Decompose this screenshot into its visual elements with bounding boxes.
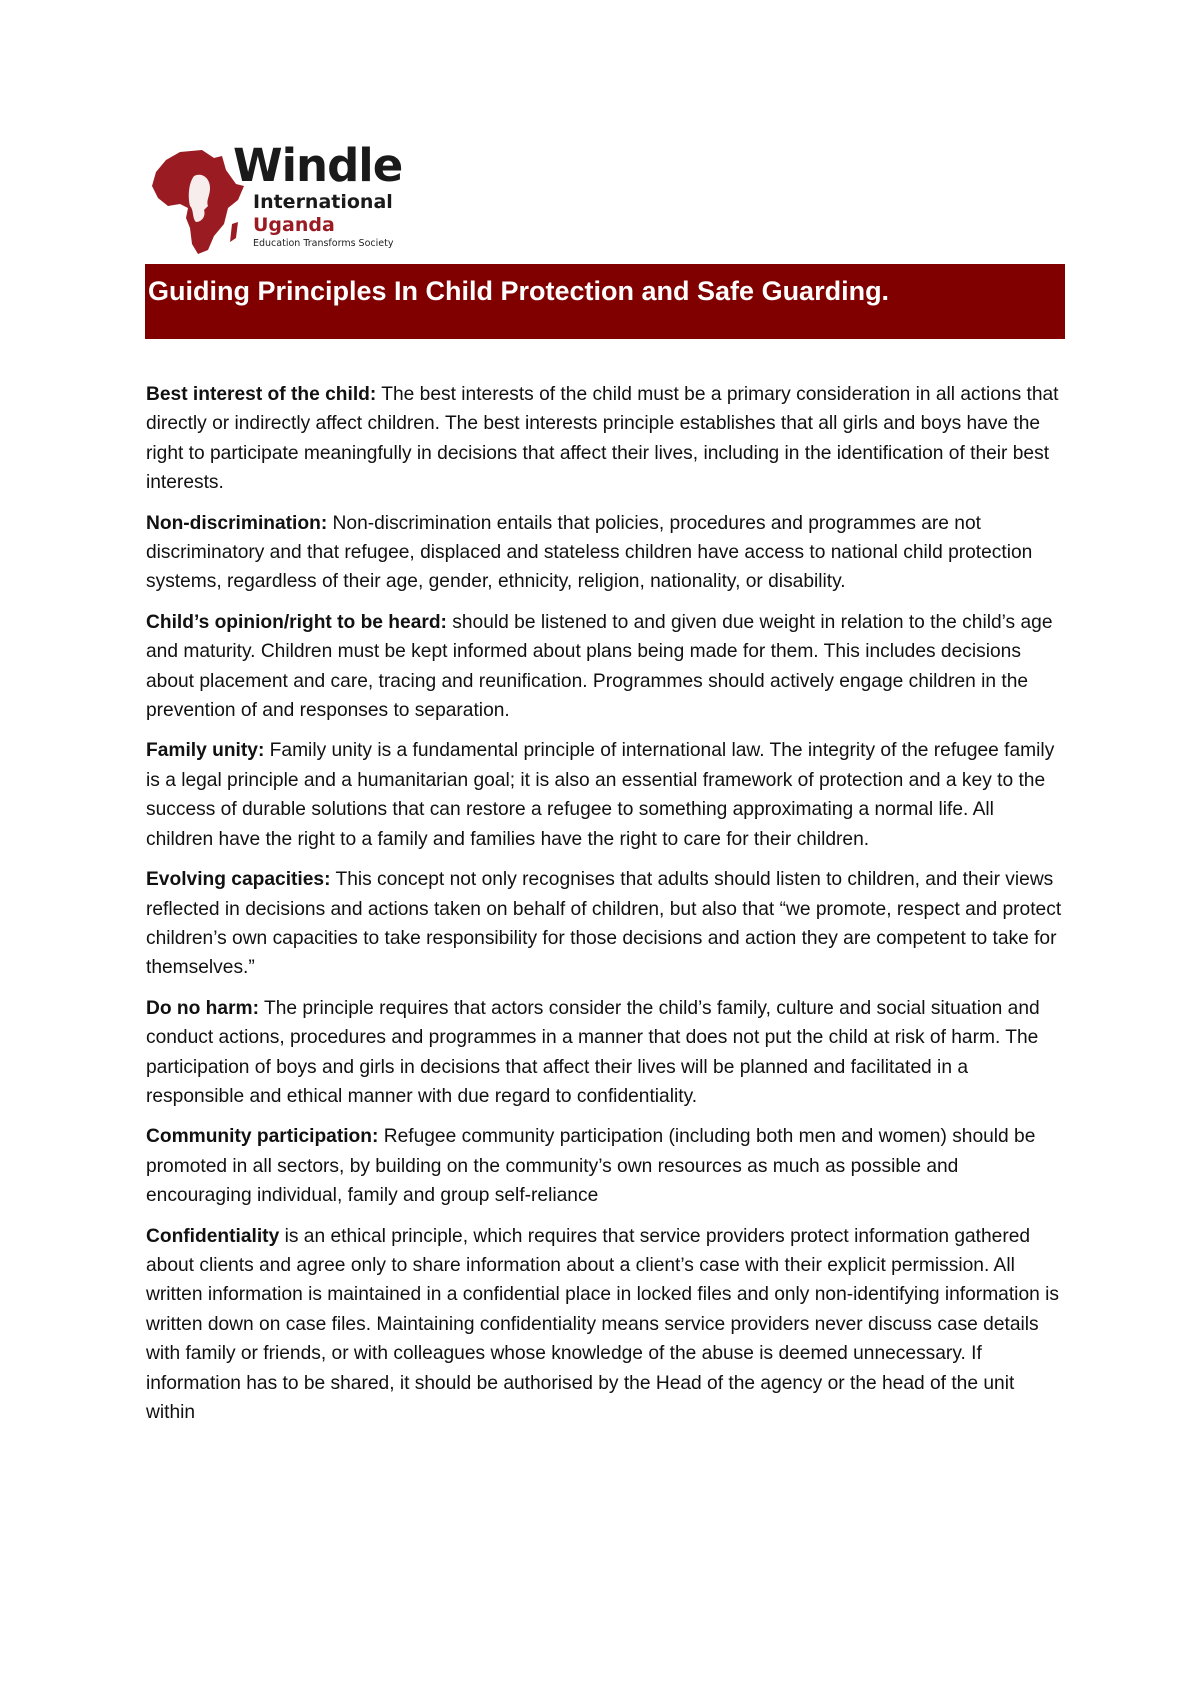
title-banner (145, 264, 1065, 339)
page-title: Guiding Principles In Child Protection and Safe Guarding. (148, 276, 890, 306)
principle-paragraph (146, 608, 1066, 726)
principle-term: Evolving capacities: (146, 869, 331, 891)
africa-map-icon (150, 148, 246, 256)
principle-paragraph (146, 380, 1066, 498)
principle-text: Family unity is a fundamental principle of international law. The integrity of the refugee family is a legal principle and a humanitarian goal; it is also an essential framework of protection and a key to the success of durable solutions that can restore a refugee to something approximating a normal life. All children have the right to a family and families have the right to care for their children. (146, 740, 1055, 850)
principle-paragraph (146, 1222, 1066, 1428)
principle-text: The principle requires that actors consider the child’s family, culture and social situation and conduct actions, procedures and programmes in a manner that does not put the child at risk of harm. The participation of boys and girls in decisions that affect their lives will be planned and facilitated in a responsible and ethical manner with due regard to confidentiality. (146, 997, 1040, 1107)
principle-text: This concept not only recognises that adults should listen to children, and their views reflected in decisions and actions taken on behalf of children, but also that “we promote, respect and protect children’s own capacities to take responsibility for those decisions and action they are competent to take for themselves.” (146, 869, 1062, 979)
principle-term: Child’s opinion/right to be heard: (146, 611, 447, 633)
principle-term: Best interest of the child: (146, 384, 377, 405)
logo-tagline: Education Transforms Society (253, 238, 394, 249)
principle-text: Refugee community participation (including both men and women) should be promoted in all sectors, by building on the community’s own resources as much as possible and encouraging individual, family and group self-reliance (146, 1126, 1036, 1207)
principle-term: Do no harm: (146, 997, 259, 1019)
principle-paragraph (146, 736, 1066, 854)
principle-text: Non-discrimination entails that policies, procedures and programmes are not discriminatory and that refugee, displaced and stateless children have access to national child protection systems, regardless of their age, gender, ethnicity, religion, nationality, or disability. (146, 512, 1033, 593)
principle-paragraph (146, 1122, 1066, 1210)
logo-subtitle: International (253, 191, 393, 213)
logo-country: Uganda (253, 214, 335, 236)
principle-paragraph (146, 509, 1066, 597)
principles-list (146, 380, 1066, 1438)
principle-text: is an ethical principle, which requires that service providers protect information gathered about clients and agree only to share information about a client’s case with their explicit permission. All written information is maintained in a confidential place in locked files and only non-identifying information is written down on case files. Maintaining confidentiality means service providers never discuss case details with family or friends, or with colleagues whose knowledge of the abuse is deemed unnecessary. If information has to be shared, it should be authorised by the Head of the agency or the head of the unit within (146, 1225, 1059, 1423)
principle-text: should be listened to and given due weight in relation to the child’s age and maturity. Children must be kept informed about plans being made for them. This includes decisions about placement and care, tracing and reunification. Programmes should actively engage children in the prevention of and responses to separation. (146, 611, 1053, 722)
principle-term: Community participation: (146, 1126, 379, 1148)
logo-name: Windle (233, 139, 403, 192)
windle-logo (150, 139, 410, 258)
principle-term: Family unity: (146, 740, 265, 762)
principle-term: Non-discrimination: (146, 512, 328, 534)
principle-term: Confidentiality (146, 1225, 280, 1247)
principle-paragraph (146, 994, 1066, 1112)
principle-text: The best interests of the child must be a primary consideration in all actions that directly or indirectly affect children. The best interests principle establishes that all girls and boys have the right to participate meaningfully in decisions that affect their lives, including in the identification of their best interests. (146, 384, 1059, 494)
principle-paragraph (146, 865, 1066, 983)
